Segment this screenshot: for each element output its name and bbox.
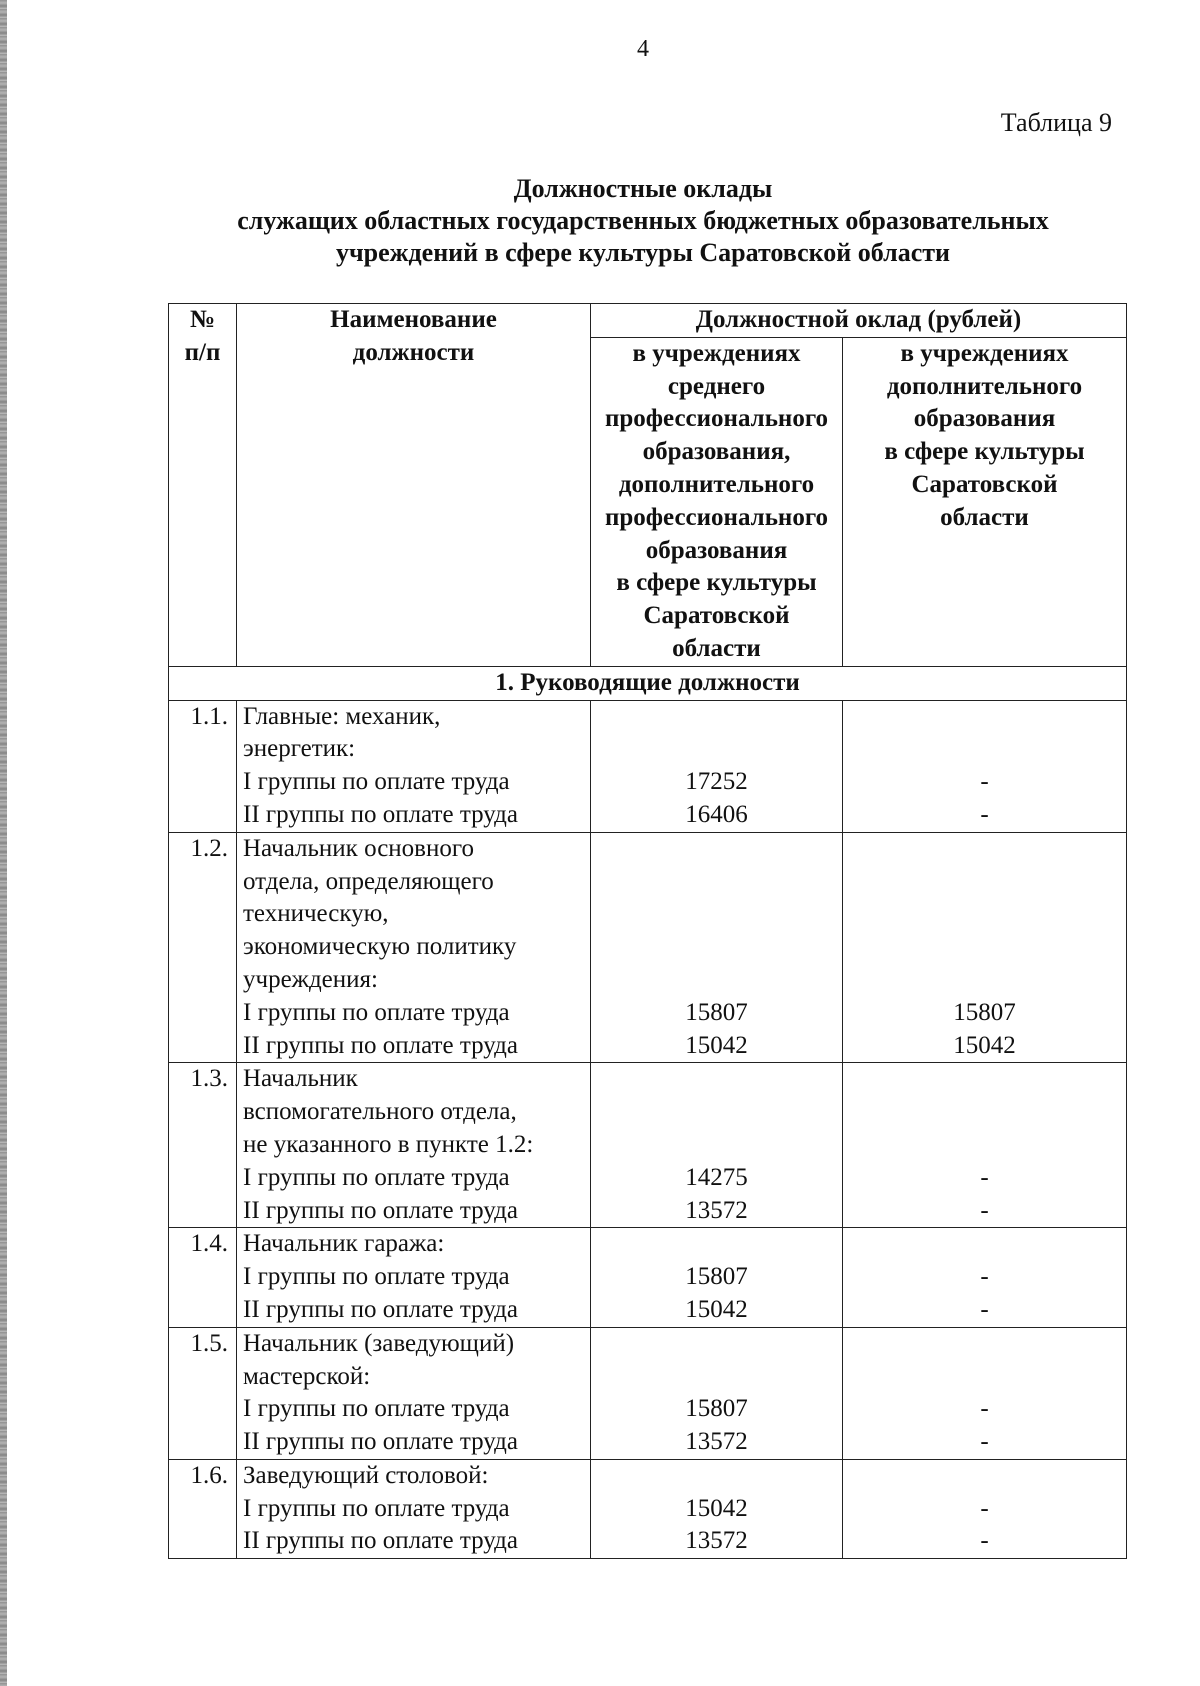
header-text: области	[940, 503, 1029, 531]
salary-secondary	[591, 1327, 843, 1459]
header-text: Саратовской	[911, 470, 1058, 498]
section-row	[169, 666, 1127, 700]
page-number: 4	[637, 36, 649, 62]
header-text: в учреждениях	[632, 339, 801, 367]
salary-value: 17252	[685, 768, 748, 796]
salary-value: -	[980, 1196, 989, 1224]
name-line: не указанного в пункте 1.2:	[243, 1130, 534, 1158]
name-line: Начальник (заведующий)	[243, 1329, 515, 1357]
group-label: II группы по оплате труда	[243, 1196, 518, 1224]
header-number	[169, 304, 237, 667]
salary-value: -	[980, 1527, 989, 1555]
row-number: 1.1.	[169, 700, 237, 832]
name-line: Начальник гаража:	[243, 1230, 445, 1258]
section-title: 1. Руководящие должности	[169, 666, 1127, 700]
scan-edge-shadow	[0, 0, 7, 1686]
header-text: Саратовской	[643, 602, 790, 630]
salary-value: 13572	[685, 1428, 748, 1456]
position-name	[237, 1327, 591, 1459]
header-text: должности	[352, 338, 475, 366]
salary-value: -	[980, 800, 989, 828]
row-number: 1.3.	[169, 1063, 237, 1228]
position-name	[237, 832, 591, 1063]
salary-secondary	[591, 832, 843, 1063]
salary-value: 15042	[685, 1031, 748, 1059]
header-text: дополнительного	[618, 470, 815, 498]
header-text: области	[672, 634, 761, 662]
salary-table	[168, 303, 1127, 1559]
position-name	[237, 1459, 591, 1558]
title-line: Должностные оклады	[513, 174, 773, 203]
name-line: экономическую политику	[243, 933, 517, 961]
header-secondary-education	[591, 337, 843, 666]
title-line: учреждений в сфере культуры Саратовской области	[335, 238, 950, 267]
group-label: II группы по оплате труда	[243, 1527, 518, 1555]
position-name	[237, 1063, 591, 1228]
group-label: II группы по оплате труда	[243, 800, 518, 828]
salary-additional	[843, 1327, 1127, 1459]
salary-value: -	[980, 1428, 989, 1456]
header-text: образования,	[642, 438, 791, 466]
salary-secondary	[591, 1063, 843, 1228]
table-row	[169, 1228, 1127, 1327]
name-line: Начальник	[243, 1065, 358, 1093]
position-name	[237, 1228, 591, 1327]
name-line: отдела, определяющего	[243, 867, 494, 895]
table-row	[169, 832, 1127, 1063]
document-title	[188, 173, 1098, 269]
row-number: 1.4.	[169, 1228, 237, 1327]
group-label: II группы по оплате труда	[243, 1031, 518, 1059]
header-position-name	[237, 304, 591, 667]
row-number: 1.5.	[169, 1327, 237, 1459]
salary-additional	[843, 1459, 1127, 1558]
row-number: 1.2.	[169, 832, 237, 1063]
table-row	[169, 1459, 1127, 1558]
header-text: в сфере культуры	[884, 438, 1085, 466]
salary-value: 15807	[685, 998, 748, 1026]
salary-value: 15807	[685, 1263, 748, 1291]
name-line: вспомогательного отдела,	[243, 1098, 517, 1126]
group-label: II группы по оплате труда	[243, 1428, 518, 1456]
header-row-1	[169, 304, 1127, 338]
header-text: образования	[645, 536, 788, 564]
salary-additional	[843, 832, 1127, 1063]
group-label: I группы по оплате труда	[243, 998, 510, 1026]
salary-additional	[843, 1063, 1127, 1228]
name-line: учреждения:	[243, 965, 378, 993]
salary-value: -	[980, 1494, 989, 1522]
name-line: Главные: механик,	[243, 702, 441, 730]
name-line: Начальник основного	[243, 834, 474, 862]
salary-value: 15042	[953, 1031, 1016, 1059]
table-row	[169, 1327, 1127, 1459]
salary-secondary	[591, 1459, 843, 1558]
salary-value: 13572	[685, 1196, 748, 1224]
salary-value: -	[980, 1395, 989, 1423]
salary-value: 15042	[685, 1295, 748, 1323]
salary-secondary	[591, 1228, 843, 1327]
name-line: Заведующий столовой:	[243, 1461, 489, 1489]
title-line: служащих областных государственных бюджетных образовательных	[237, 206, 1049, 235]
salary-value: 15042	[685, 1494, 748, 1522]
group-label: I группы по оплате труда	[243, 1263, 510, 1291]
position-name	[237, 700, 591, 832]
group-label: I группы по оплате труда	[243, 768, 510, 796]
name-line: техническую,	[243, 900, 389, 928]
salary-additional	[843, 1228, 1127, 1327]
name-line: энергетик:	[243, 735, 356, 763]
header-salary-group: Должностной оклад (рублей)	[591, 304, 1127, 338]
header-text: образования	[913, 405, 1056, 433]
header-text: среднего	[667, 372, 766, 400]
group-label: I группы по оплате труда	[243, 1395, 510, 1423]
header-text: дополнительного	[886, 372, 1083, 400]
header-text: профессионального	[604, 405, 829, 433]
salary-value: -	[980, 768, 989, 796]
group-label: I группы по оплате труда	[243, 1494, 510, 1522]
group-label: I группы по оплате труда	[243, 1163, 510, 1191]
salary-secondary	[591, 700, 843, 832]
row-number: 1.6.	[169, 1459, 237, 1558]
salary-additional	[843, 700, 1127, 832]
salary-value: 16406	[685, 800, 748, 828]
salary-value: -	[980, 1295, 989, 1323]
name-line: мастерской:	[243, 1362, 371, 1390]
salary-value: -	[980, 1263, 989, 1291]
header-additional-education	[843, 337, 1127, 666]
header-text: №	[189, 306, 216, 333]
salary-value: 15807	[953, 998, 1016, 1026]
salary-value: 13572	[685, 1527, 748, 1555]
group-label: II группы по оплате труда	[243, 1295, 518, 1323]
table-label: Таблица 9	[1000, 108, 1112, 137]
header-text: п/п	[184, 338, 221, 366]
salary-value: 15807	[685, 1395, 748, 1423]
header-text: Наименование	[330, 306, 497, 333]
header-text: в сфере культуры	[616, 569, 817, 597]
salary-value: 14275	[685, 1163, 748, 1191]
table-row	[169, 700, 1127, 832]
salary-value: -	[980, 1163, 989, 1191]
table-row	[169, 1063, 1127, 1228]
header-text: в учреждениях	[900, 339, 1069, 367]
header-text: профессионального	[604, 503, 829, 531]
